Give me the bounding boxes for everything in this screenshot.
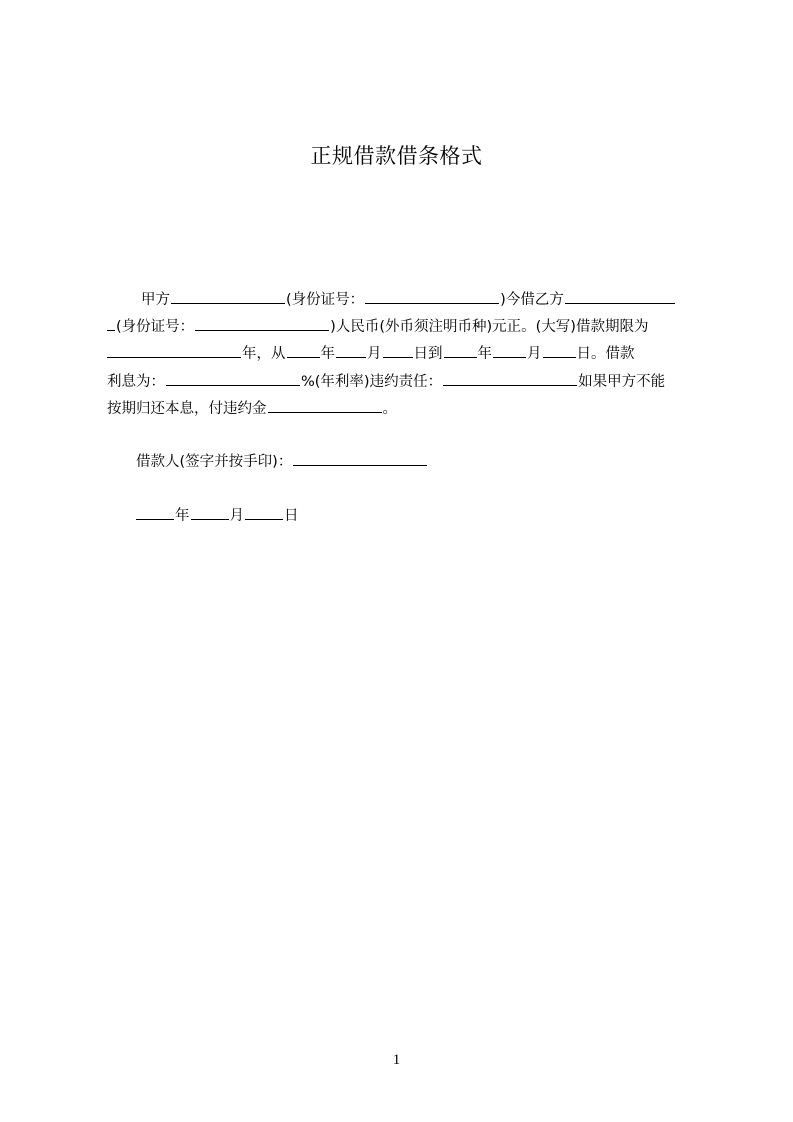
loan-term-blank[interactable] bbox=[107, 343, 241, 358]
id-number-label: (身份证号： bbox=[286, 292, 365, 308]
party-a-id-blank[interactable] bbox=[365, 289, 499, 304]
page-number: 1 bbox=[392, 1052, 401, 1068]
term-from-label: 年，从 bbox=[242, 346, 286, 362]
date-line bbox=[136, 505, 299, 527]
signature-line bbox=[136, 451, 428, 473]
start-day-label: 日到 bbox=[413, 346, 443, 362]
party-b-id-blank[interactable] bbox=[195, 316, 329, 331]
signature-blank[interactable] bbox=[293, 451, 427, 466]
end-month-blank[interactable] bbox=[493, 343, 526, 358]
start-month-blank[interactable] bbox=[336, 343, 366, 358]
date-year-label: 年 bbox=[175, 508, 190, 524]
body-line-4 bbox=[107, 371, 665, 393]
start-year-blank[interactable] bbox=[287, 343, 320, 358]
party-b-name-blank[interactable] bbox=[565, 289, 675, 304]
liability-label: %(年利率)违约责任： bbox=[301, 374, 443, 390]
end-day-label: 日。借款 bbox=[576, 346, 635, 362]
party-a-label: 甲方 bbox=[141, 292, 170, 308]
body-line-3 bbox=[107, 343, 635, 365]
default-text: 如果甲方不能 bbox=[578, 374, 666, 390]
party-b-name-blank-cont[interactable] bbox=[107, 316, 115, 331]
party-a-name-blank[interactable] bbox=[171, 289, 285, 304]
penalty-label: 按期归还本息，付违约金 bbox=[107, 401, 267, 417]
document-title: 正规借款借条格式 bbox=[310, 144, 483, 168]
liability-blank[interactable] bbox=[443, 371, 577, 386]
penalty-blank[interactable] bbox=[268, 398, 382, 413]
date-day-label: 日 bbox=[284, 508, 299, 524]
start-month-label: 月 bbox=[367, 346, 382, 362]
start-year-label: 年 bbox=[320, 346, 335, 362]
borrow-from-label: )今借乙方 bbox=[500, 292, 564, 308]
end-year-blank[interactable] bbox=[444, 343, 477, 358]
end-day-blank[interactable] bbox=[543, 343, 576, 358]
start-day-blank[interactable] bbox=[383, 343, 413, 358]
interest-label: 利息为： bbox=[107, 374, 165, 390]
date-year-blank[interactable] bbox=[136, 505, 174, 520]
date-month-label: 月 bbox=[229, 508, 244, 524]
date-day-blank[interactable] bbox=[245, 505, 283, 520]
interest-rate-blank[interactable] bbox=[166, 371, 300, 386]
body-line-2 bbox=[107, 316, 648, 338]
signature-label: 借款人(签字并按手印)： bbox=[136, 454, 293, 470]
id-number-label-2: (身份证号： bbox=[116, 319, 195, 335]
end-month-label: 月 bbox=[527, 346, 542, 362]
end-year-label: 年 bbox=[477, 346, 492, 362]
body-line-5 bbox=[107, 398, 397, 420]
body-line-1 bbox=[141, 289, 676, 311]
date-month-blank[interactable] bbox=[191, 505, 229, 520]
currency-text: )人民币(外币须注明币种)元正。(大写)借款期限为 bbox=[330, 319, 649, 335]
sentence-end: 。 bbox=[382, 401, 397, 417]
